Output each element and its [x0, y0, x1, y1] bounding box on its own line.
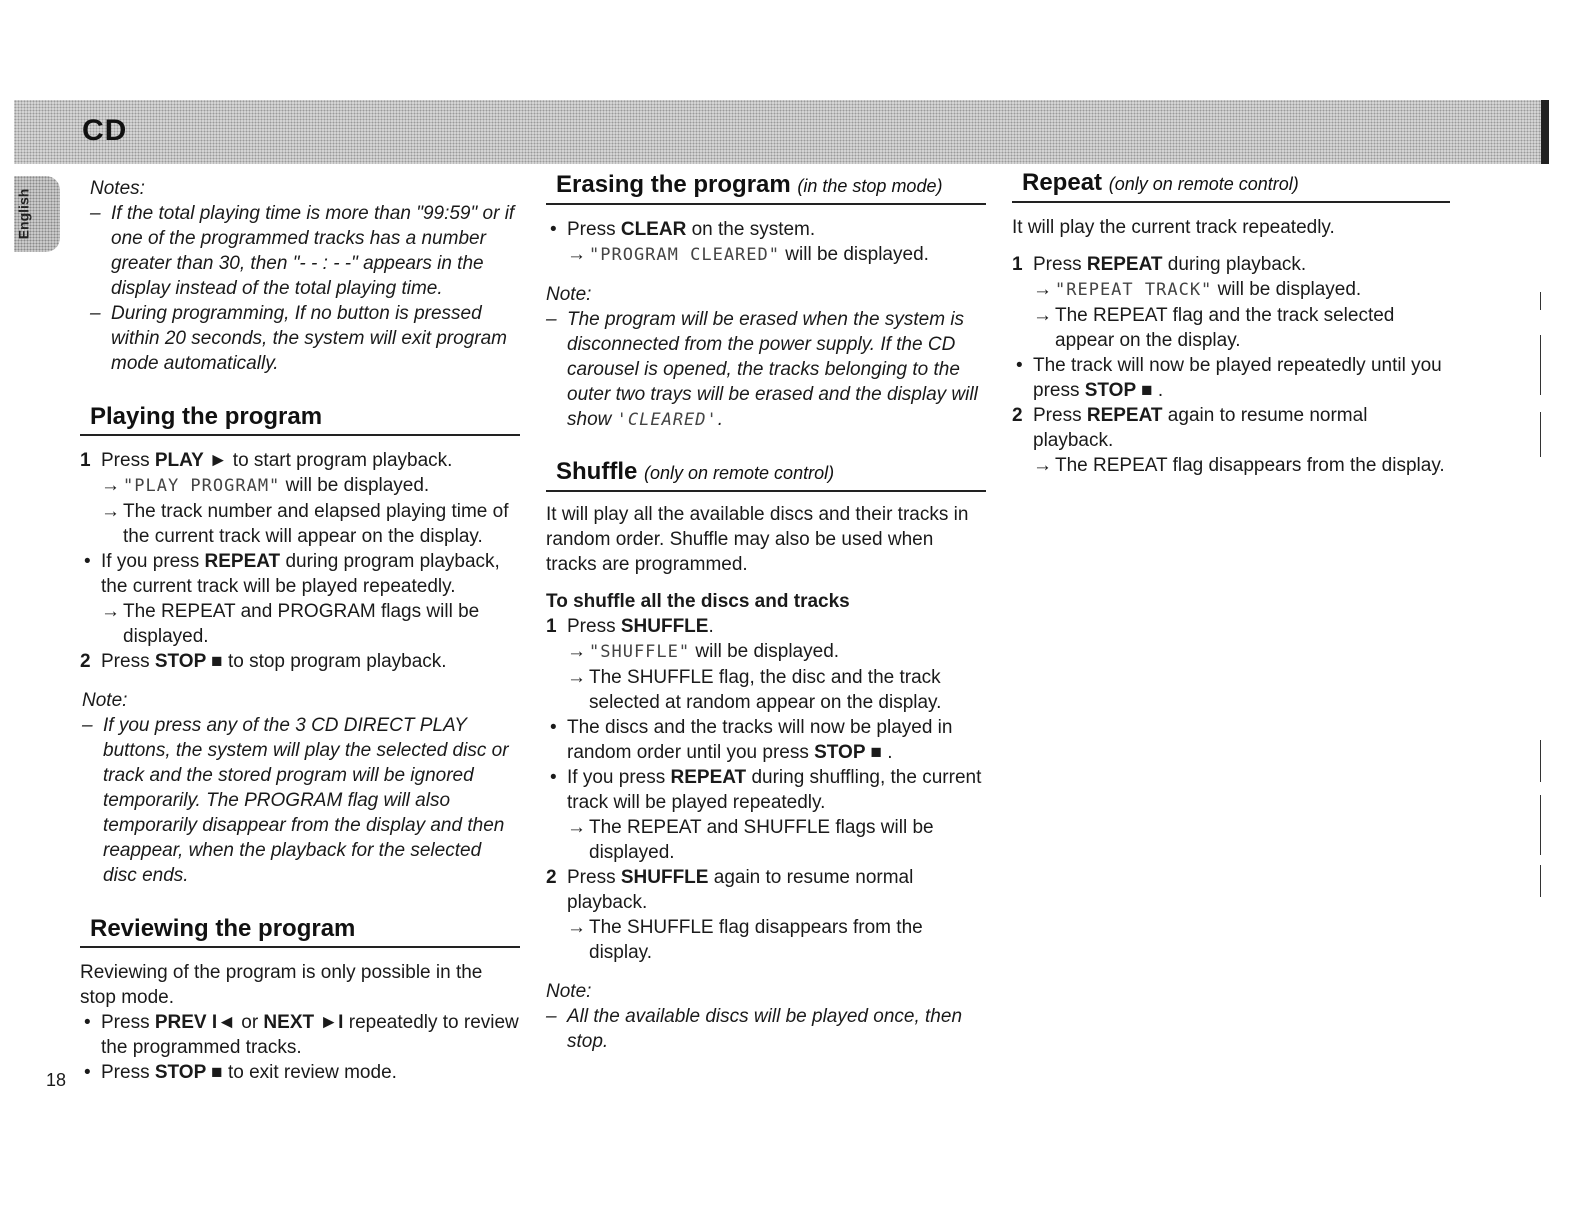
page-number: 18	[46, 1070, 67, 1090]
language-label: English	[15, 188, 32, 240]
bullet-item: • Press PREV I◄ or NEXT ►I repeatedly to review the programmed tracks.	[84, 1012, 519, 1058]
result-line: → The SHUFFLE flag, the disc and the track selected at random appear on the display.	[567, 667, 942, 713]
margin-mark	[1540, 795, 1541, 855]
result-line: → The REPEAT and SHUFFLE flags will be displayed.	[567, 817, 934, 863]
heading-reviewing-the-program: Reviewing the program	[80, 914, 520, 948]
note-item: – The program will be erased when the system is disconnected from the power supply. If the CD carousel is opened, the tracks belonging to the outer two trays will be erased and the display will show 'CLEARED'.	[546, 309, 978, 430]
shuffle-note	[546, 979, 986, 1054]
section-header-band	[14, 100, 1549, 164]
result-line: → The REPEAT flag disappears from the display.	[1033, 455, 1445, 476]
result-line: → "PROGRAM CLEARED" will be displayed.	[567, 244, 929, 265]
page-edge-tab	[1541, 100, 1549, 164]
note-item: – If you press any of the 3 CD DIRECT PLAY buttons, the system will play the selected disc or track and the stored program will be ignored temporarily. The PROGRAM flag will also temporarily disappear from the display and then reappear, when the playback for the selected disc ends.	[82, 715, 509, 886]
result-line: → The track number and elapsed playing time of the current track will appear on the display.	[101, 501, 509, 547]
notes-title: Notes:	[90, 178, 145, 199]
margin-mark	[1540, 335, 1541, 395]
note-title: Note:	[546, 284, 592, 305]
result-line: → "SHUFFLE" will be displayed.	[567, 641, 840, 662]
result-line: → "PLAY PROGRAM" will be displayed.	[101, 475, 430, 496]
column-left	[80, 176, 520, 1085]
column-middle	[546, 170, 986, 1054]
bullet-item: • The discs and the tracks will now be played in random order until you press STOP ■ .	[550, 717, 953, 763]
shuffle-body	[546, 502, 986, 965]
heading-shuffle: Shuffle (only on remote control)	[546, 457, 986, 492]
result-line: → "REPEAT TRACK" will be displayed.	[1033, 279, 1362, 300]
result-line: → The SHUFFLE flag disappears from the display.	[567, 917, 923, 963]
step-1: 1 Press REPEAT during playback.	[1012, 254, 1307, 275]
shuffle-subheading: To shuffle all the discs and tracks	[546, 591, 850, 612]
margin-mark	[1540, 740, 1541, 782]
step-2: 2 Press STOP ■ to stop program playback.	[80, 651, 447, 672]
bullet-item: • If you press REPEAT during shuffling, the current track will be played repeatedly.	[550, 767, 982, 813]
notes-block	[80, 176, 520, 376]
reviewing-intro: Reviewing of the program is only possible in the stop mode.	[80, 962, 483, 1008]
note-title: Note:	[546, 981, 592, 1002]
step-1: 1 Press PLAY ► to start program playback.	[80, 450, 453, 471]
heading-erasing-the-program: Erasing the program (in the stop mode)	[546, 170, 986, 205]
bullet-item: • If you press REPEAT during program playback, the current track will be played repeatedly.	[84, 551, 500, 597]
margin-mark	[1540, 412, 1541, 457]
playing-steps	[80, 448, 520, 674]
result-line: → The REPEAT and PROGRAM flags will be displayed.	[101, 601, 480, 647]
repeat-intro: It will play the current track repeatedly.	[1012, 217, 1335, 238]
margin-mark	[1540, 292, 1541, 310]
note-title: Note:	[82, 690, 128, 711]
bullet-item: • Press STOP ■ to exit review mode.	[84, 1062, 397, 1083]
section-title: CD	[82, 114, 128, 147]
margin-mark	[1540, 865, 1541, 897]
shuffle-intro: It will play all the available discs and their tracks in random order. Shuffle may also be used when tracks are programmed.	[546, 504, 969, 575]
step-2: 2 Press SHUFFLE again to resume normal playback.	[546, 867, 914, 913]
repeat-body	[1012, 215, 1450, 478]
heading-repeat: Repeat (only on remote control)	[1012, 168, 1450, 203]
step-2: 2 Press REPEAT again to resume normal playback.	[1012, 405, 1368, 451]
bullet-item: • Press CLEAR on the system.	[550, 219, 816, 240]
heading-playing-the-program: Playing the program	[80, 402, 520, 436]
note-item: – All the available discs will be played once, then stop.	[546, 1006, 963, 1052]
erasing-note	[546, 282, 986, 433]
step-1: 1 Press SHUFFLE.	[546, 616, 714, 637]
reviewing-body	[80, 960, 520, 1085]
note-item: – During programming, If no button is pressed within 20 seconds, the system will exit program mode automatically.	[90, 303, 507, 374]
playing-note	[80, 688, 520, 888]
note-item: – If the total playing time is more than "99:59" or if one of the programmed tracks has a number greater than 30, then "- - : - -" appears in the display instead of the total playing time.	[90, 203, 515, 299]
bullet-item: • The track will now be played repeatedly until you press STOP ■ .	[1016, 355, 1442, 401]
result-line: → The REPEAT flag and the track selected appear on the display.	[1033, 305, 1395, 351]
erasing-body	[546, 217, 986, 268]
column-right	[1012, 168, 1450, 478]
